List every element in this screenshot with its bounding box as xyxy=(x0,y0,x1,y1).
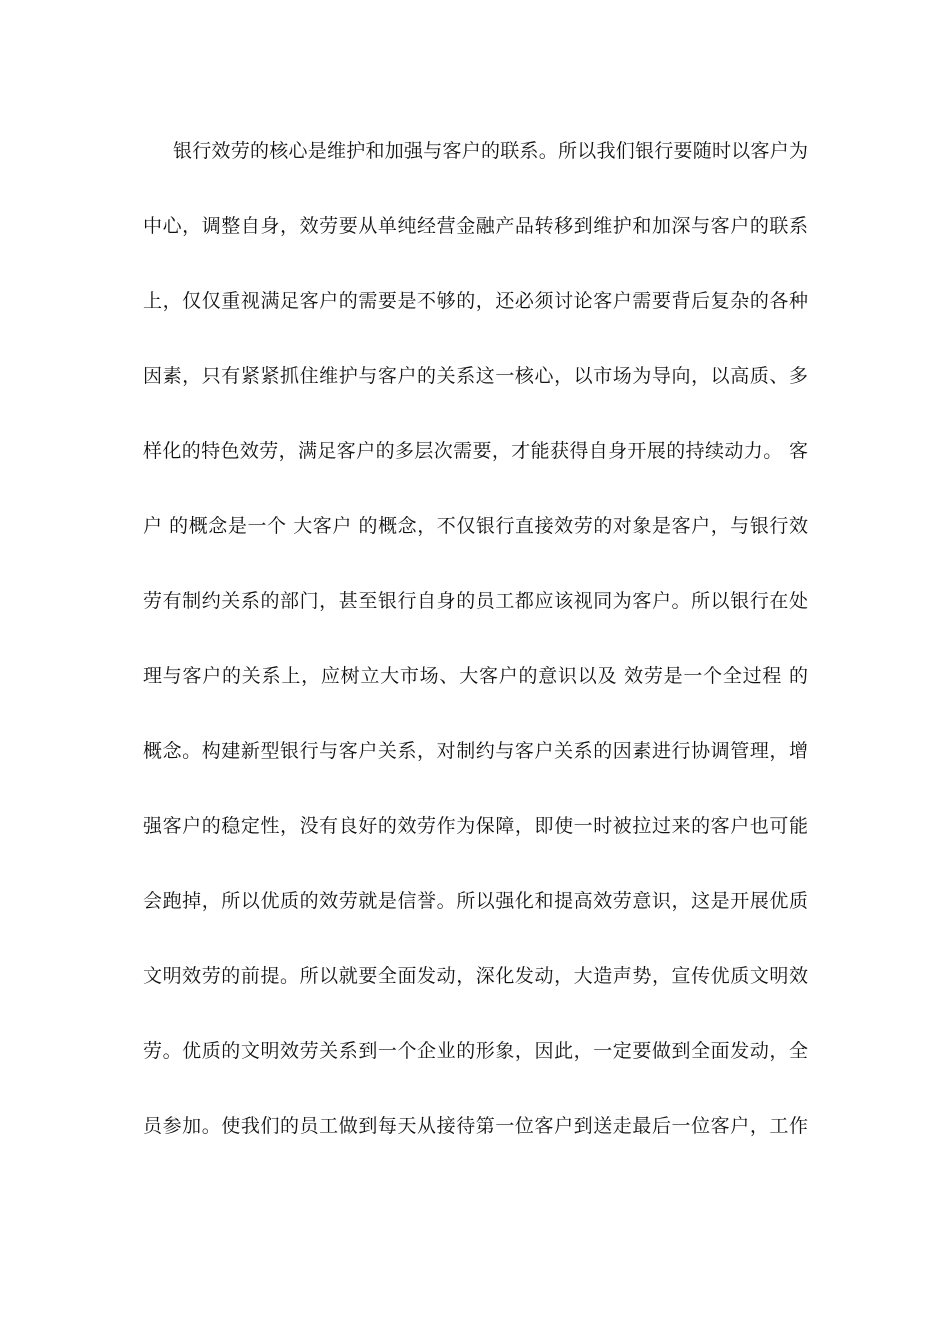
text-line: 上，仅仅重视满足客户的需要是不够的，还必须讨论客户需要背后复杂的各种 xyxy=(143,290,808,312)
text-line: 因素，只有紧紧抓住维护与客户的关系这一核心，以市场为导向，以高质、多 xyxy=(143,365,808,387)
text-line: 文明效劳的前提。所以就要全面发动，深化发动，大造声势，宣传优质文明效 xyxy=(143,965,808,987)
text-line: 劳有制约关系的部门，甚至银行自身的员工都应该视同为客户。所以银行在处 xyxy=(143,590,808,612)
text-line: 银行效劳的核心是维护和加强与客户的联系。所以我们银行要随时以客户为 xyxy=(173,140,808,162)
text-line: 强客户的稳定性，没有良好的效劳作为保障，即使一时被拉过来的客户也可能 xyxy=(143,815,808,837)
text-line: 劳。优质的文明效劳关系到一个企业的形象，因此，一定要做到全面发动，全 xyxy=(143,1040,808,1062)
text-line: 户 的概念是一个 大客户 的概念，不仅银行直接效劳的对象是客户，与银行效 xyxy=(143,515,808,537)
text-line: 会跑掉，所以优质的效劳就是信誉。所以强化和提高效劳意识，这是开展优质 xyxy=(143,890,808,912)
text-line: 员参加。使我们的员工做到每天从接待第一位客户到送走最后一位客户，工作 xyxy=(143,1115,808,1137)
text-line: 中心，调整自身，效劳要从单纯经营金融产品转移到维护和加深与客户的联系 xyxy=(143,215,808,237)
body-paragraph xyxy=(143,132,808,1182)
text-line: 概念。构建新型银行与客户关系，对制约与客户关系的因素进行协调管理，增 xyxy=(143,740,808,762)
text-line: 样化的特色效劳，满足客户的多层次需要，才能获得自身开展的持续动力。 客 xyxy=(143,440,808,462)
text-line: 理与客户的关系上，应树立大市场、大客户的意识以及 效劳是一个全过程 的 xyxy=(143,665,808,687)
